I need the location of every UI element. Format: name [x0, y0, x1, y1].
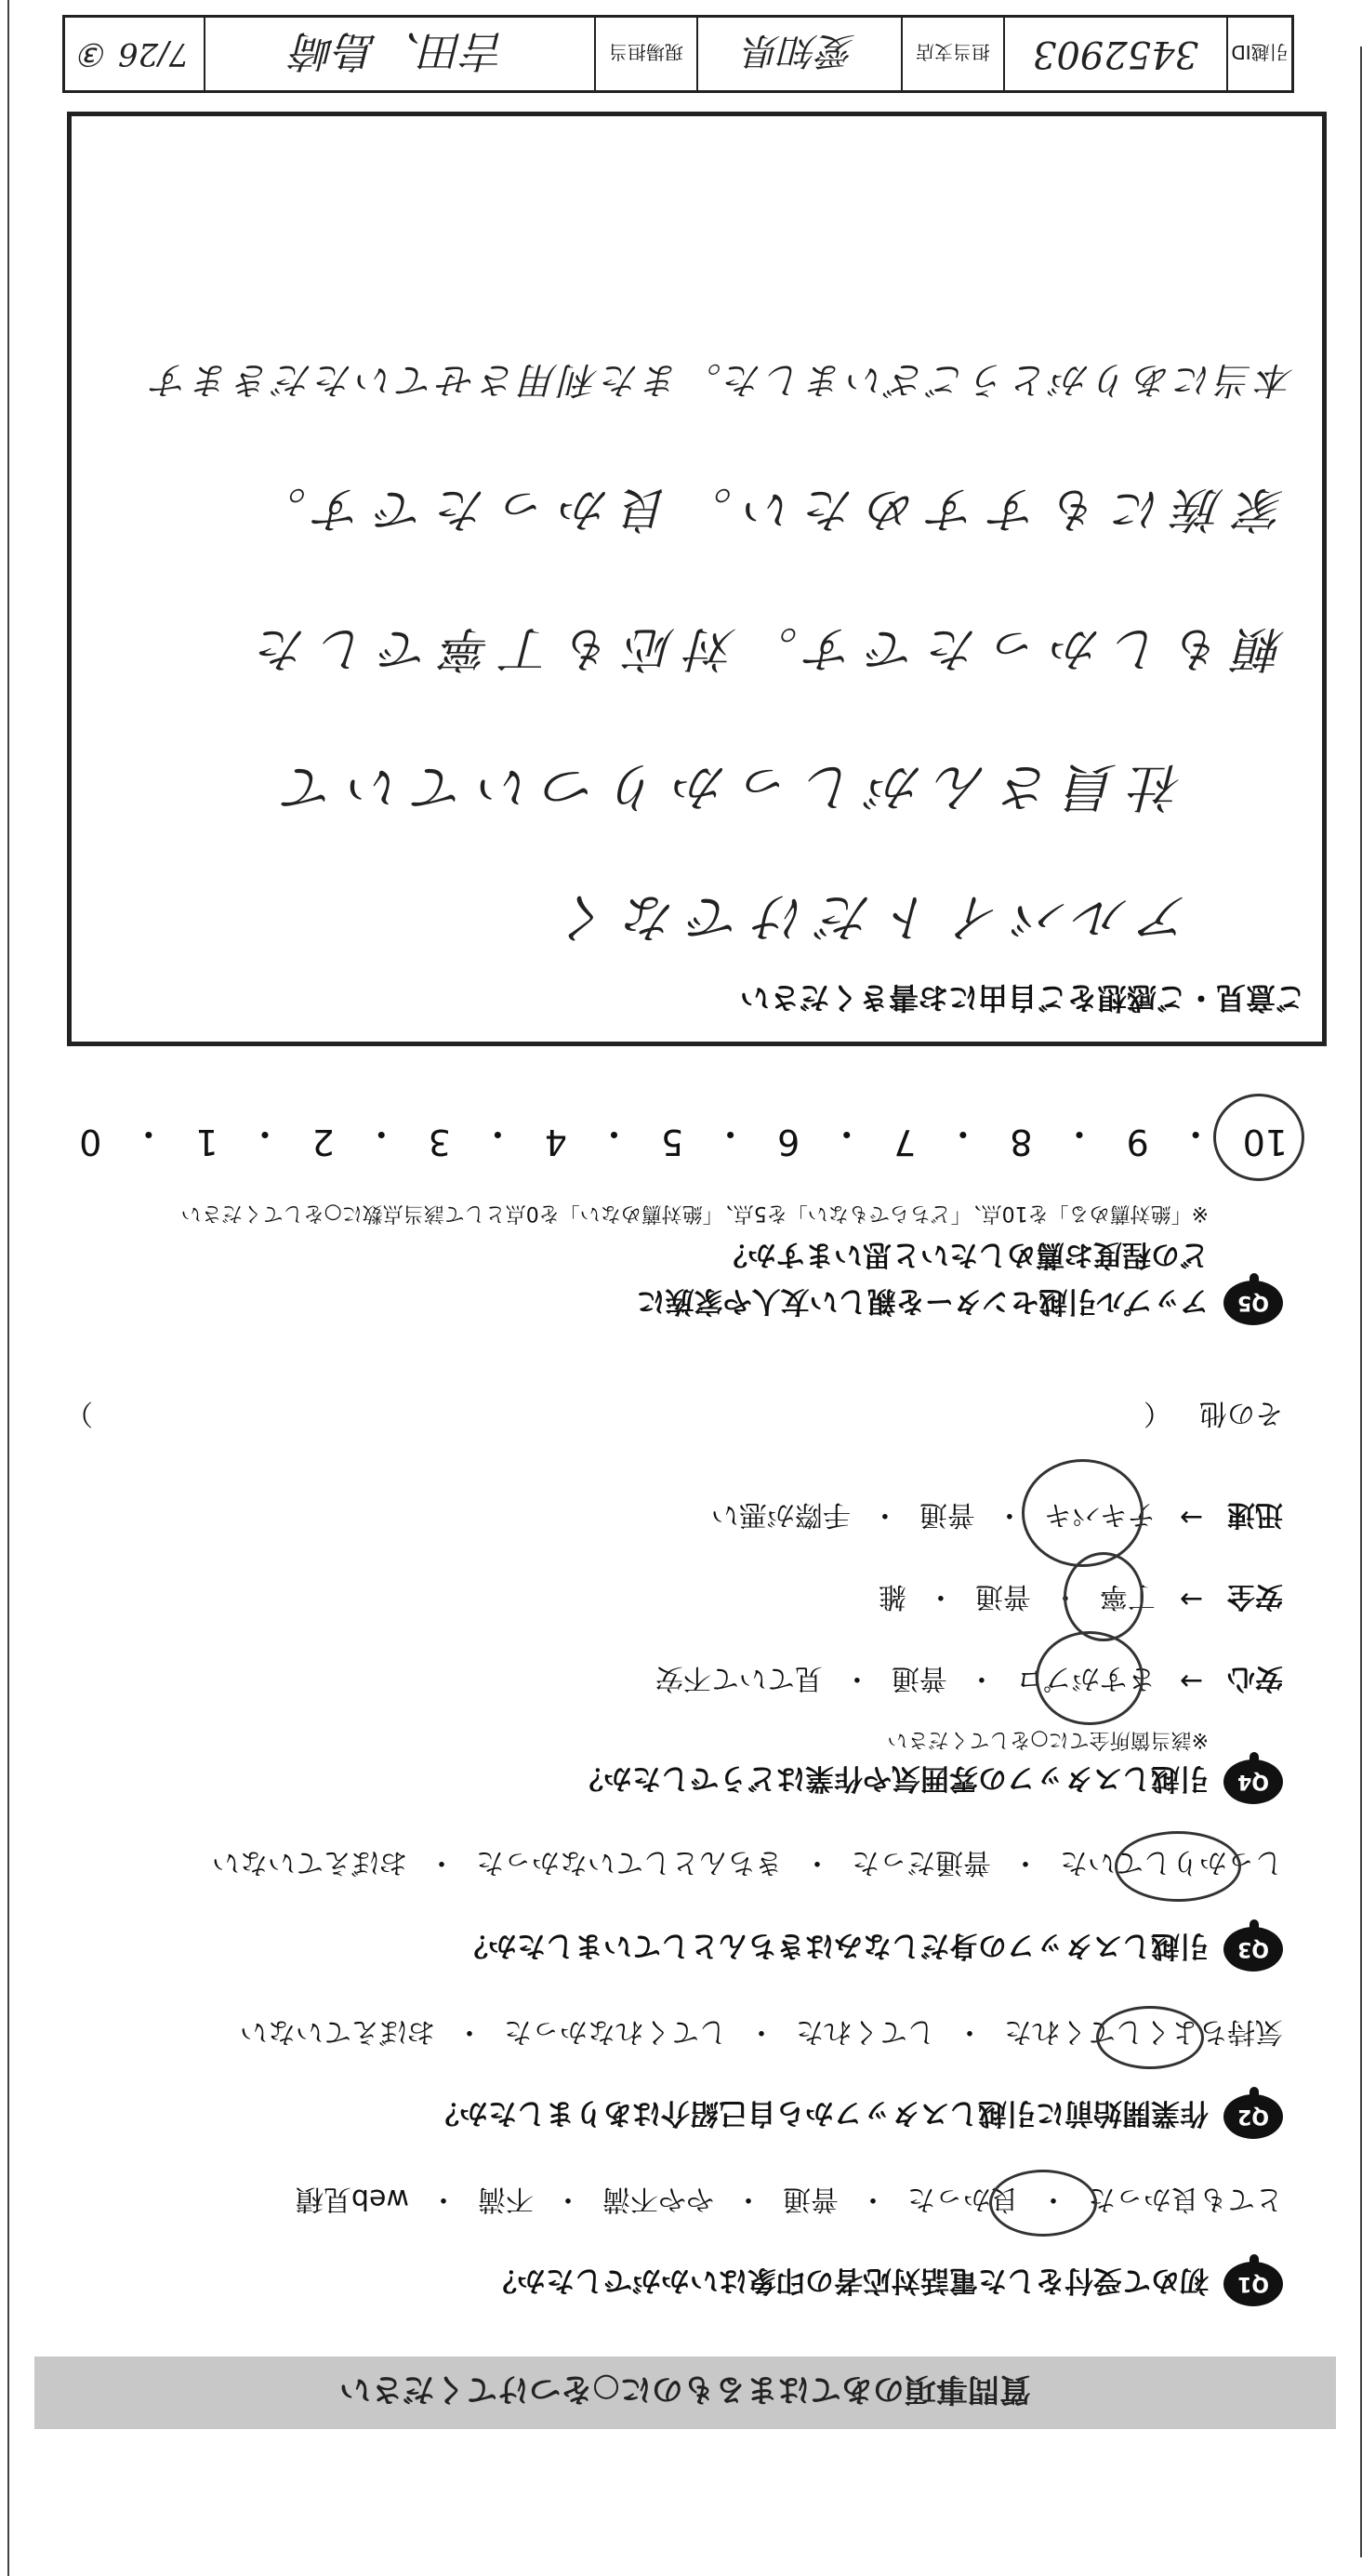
q4-row1-circle-mark	[1036, 1631, 1144, 1725]
q4-question: 引越しスタッフの雰囲気や作業はどうでしたか？	[575, 1761, 1209, 1795]
q3-options: しっかりしていた ・ 普通だった ・ きちんとしていなかった ・ おぼえていない	[212, 1845, 1283, 1886]
comment-line-2: 社員さんがしっかりついていて	[271, 756, 1183, 817]
q5-scale	[79, 1111, 1288, 1162]
q5-badge	[1223, 1281, 1283, 1325]
scale-dot: ・	[596, 1113, 632, 1154]
q3-option-1[interactable]: しっかりしていた	[1060, 1846, 1283, 1879]
q4-row-anshin: 安心 → さすがプロ ・ 普通 ・ 見ていて不安	[655, 1661, 1283, 1702]
q5-circle-mark	[1213, 1094, 1304, 1181]
q4-other-close: ）	[65, 1397, 93, 1429]
scale-dot: ・	[364, 1113, 400, 1154]
right-edge-line	[7, 0, 9, 2576]
comment-line-4: 家族にもすすめたい。良かったです。	[245, 481, 1285, 537]
leader-label: 現場担当	[594, 18, 696, 90]
q4-row2-option-3[interactable]: 雑	[878, 1580, 906, 1613]
q2-options: 気持ちよくしてくれた ・ してくれた ・ してくれなかった ・ おぼえていない	[240, 2014, 1283, 2055]
q4-row-jinsoku: 迅速 → テキパキ ・ 普通 ・ 手際が悪い	[711, 1497, 1283, 1538]
q3-badge-label: Q3	[1237, 1937, 1270, 1961]
q4-row1-arrow: →	[1179, 1665, 1203, 1698]
q3-option-2[interactable]: 普通だった	[852, 1846, 991, 1879]
q1-option-2[interactable]: 良かった	[907, 2183, 1019, 2215]
q3-option-3[interactable]: きちんとしていなかった	[476, 1846, 783, 1879]
leader-value: 吉田、島崎	[204, 18, 594, 90]
q3-question: 引越しスタッフの身だしなみはきちんとしていましたか？	[459, 1929, 1209, 1962]
q4-row3-circle-mark	[1022, 1459, 1144, 1567]
q3-badge	[1223, 1927, 1283, 1972]
q4-row2-arrow: →	[1179, 1583, 1203, 1616]
q5-question-line2: どの程度お薦めしたいと思いますか？	[719, 1238, 1209, 1271]
q4-row2-label: 安全	[1227, 1580, 1283, 1613]
q2-badge	[1223, 2094, 1283, 2139]
q4-other-label: その他	[1199, 1397, 1283, 1429]
q4-row3-label: 迅速	[1227, 1498, 1283, 1531]
q3-option-4[interactable]: おぼえていない	[212, 1846, 407, 1879]
scale-dot: ・	[247, 1113, 284, 1154]
q4-row1-option-2[interactable]: 普通	[891, 1662, 947, 1694]
q4-row-anzen: 安全 → 丁寧 ・ 普通 ・ 雑	[879, 1579, 1283, 1620]
scale-8[interactable]: 8	[1010, 1122, 1033, 1162]
q2-badge-label: Q2	[1237, 2105, 1270, 2129]
q1-circle-mark	[989, 2170, 1097, 2237]
scale-dot: ・	[828, 1113, 865, 1154]
q2-option-4[interactable]: おぼえていない	[240, 2015, 435, 2048]
q4-row2-option-1[interactable]: 丁寧	[1099, 1580, 1156, 1613]
move-id-value: 3452903	[1003, 18, 1226, 90]
scale-9[interactable]: 9	[1126, 1122, 1149, 1162]
q4-other-open: （	[1144, 1397, 1171, 1429]
instruction-banner	[34, 2357, 1336, 2429]
q4-row1-option-3[interactable]: 見ていて不安	[655, 1662, 823, 1694]
scale-dot: ・	[130, 1113, 166, 1154]
scale-2[interactable]: 2	[311, 1122, 335, 1162]
q3-circle-mark	[1115, 1831, 1241, 1902]
q1-option-6[interactable]: web見積	[295, 2183, 409, 2215]
q1-badge-label: Q1	[1237, 2272, 1270, 2296]
q1-question: 初めて受付をした電話対応者の印象はいかがでしたか？	[488, 2264, 1209, 2297]
q4-row1-label: 安心	[1227, 1662, 1283, 1694]
q2-circle-mark	[1096, 2006, 1204, 2069]
scale-10[interactable]: 10	[1242, 1122, 1288, 1162]
scale-5[interactable]: 5	[660, 1122, 684, 1162]
scale-0[interactable]: 0	[79, 1122, 102, 1162]
q1-option-1[interactable]: とても良かった	[1088, 2183, 1283, 2215]
q4-note: ※該当箇所全てに○をしてください	[887, 1728, 1209, 1751]
comment-box[interactable]	[67, 112, 1327, 1046]
scale-1[interactable]: 1	[195, 1122, 218, 1162]
q4-row3-option-2[interactable]: 普通	[919, 1498, 975, 1531]
scale-7[interactable]: 7	[893, 1122, 917, 1162]
scale-dot: ・	[945, 1113, 981, 1154]
q4-row3-option-1[interactable]: テキパキ	[1043, 1498, 1156, 1531]
q4-row3-option-3[interactable]: 手際が悪い	[710, 1498, 851, 1531]
q1-options: とても良かった ・ 良かった ・ 普通 ・ やや不満 ・ 不満 ・ web見積	[296, 2182, 1283, 2223]
scale-dot: ・	[1062, 1113, 1098, 1154]
q4-badge	[1223, 1759, 1283, 1804]
q4-other-row	[65, 1396, 1283, 1437]
q5-question-line1: アップル引越センターを親しい友人や家族に	[636, 1284, 1209, 1318]
q1-badge	[1223, 2262, 1283, 2306]
scale-3[interactable]: 3	[428, 1122, 451, 1162]
comment-line-5: 本当にありがとうございました。また利用させていただきます	[149, 358, 1294, 401]
q5-note: ※「絶対薦める」を10点、「どちらでもない」を5点、「絶対薦めない」を0点として該当点数に○をしてください	[180, 1202, 1209, 1225]
header-table	[62, 15, 1294, 93]
comment-line-3: 頼もしかったです。対応も丁寧でした	[245, 620, 1285, 676]
comment-title: ご意見・ご感想をご自由にお書きください	[739, 980, 1305, 1016]
scale-dot: ・	[712, 1113, 748, 1154]
scale-6[interactable]: 6	[777, 1122, 800, 1162]
q1-option-5[interactable]: 不満	[478, 2183, 534, 2215]
q1-option-4[interactable]: やや不満	[602, 2183, 714, 2215]
banner-text: 質問事項のあてはまるものに○をつけてください	[339, 2370, 1031, 2409]
q2-question: 作業開始前に引越しスタッフから自己紹介はありましたか？	[430, 2096, 1209, 2130]
branch-value: 愛知県	[696, 18, 901, 90]
q4-row3-arrow: →	[1179, 1501, 1203, 1534]
q5-badge-label: Q5	[1237, 1291, 1270, 1315]
q2-option-3[interactable]: してくれなかった	[504, 2015, 727, 2048]
q2-option-2[interactable]: してくれた	[796, 2015, 935, 2048]
q4-row1-option-1[interactable]: さすがプロ	[1015, 1662, 1156, 1694]
scale-dot: ・	[1178, 1113, 1214, 1154]
page-mark: 7/26 ③	[79, 35, 190, 73]
q4-badge-label: Q4	[1237, 1770, 1270, 1794]
comment-line-1: アルバイトだけでなく	[547, 886, 1192, 947]
q2-option-1[interactable]: 気持ちよくしてくれた	[1004, 2015, 1283, 2048]
scale-dot: ・	[480, 1113, 516, 1154]
move-id-label: 引越ID	[1226, 18, 1291, 90]
q1-option-3[interactable]: 普通	[783, 2183, 839, 2215]
q4-row2-option-2[interactable]: 普通	[974, 1580, 1031, 1613]
scale-4[interactable]: 4	[544, 1122, 567, 1162]
branch-label: 担当支店	[901, 18, 1003, 90]
